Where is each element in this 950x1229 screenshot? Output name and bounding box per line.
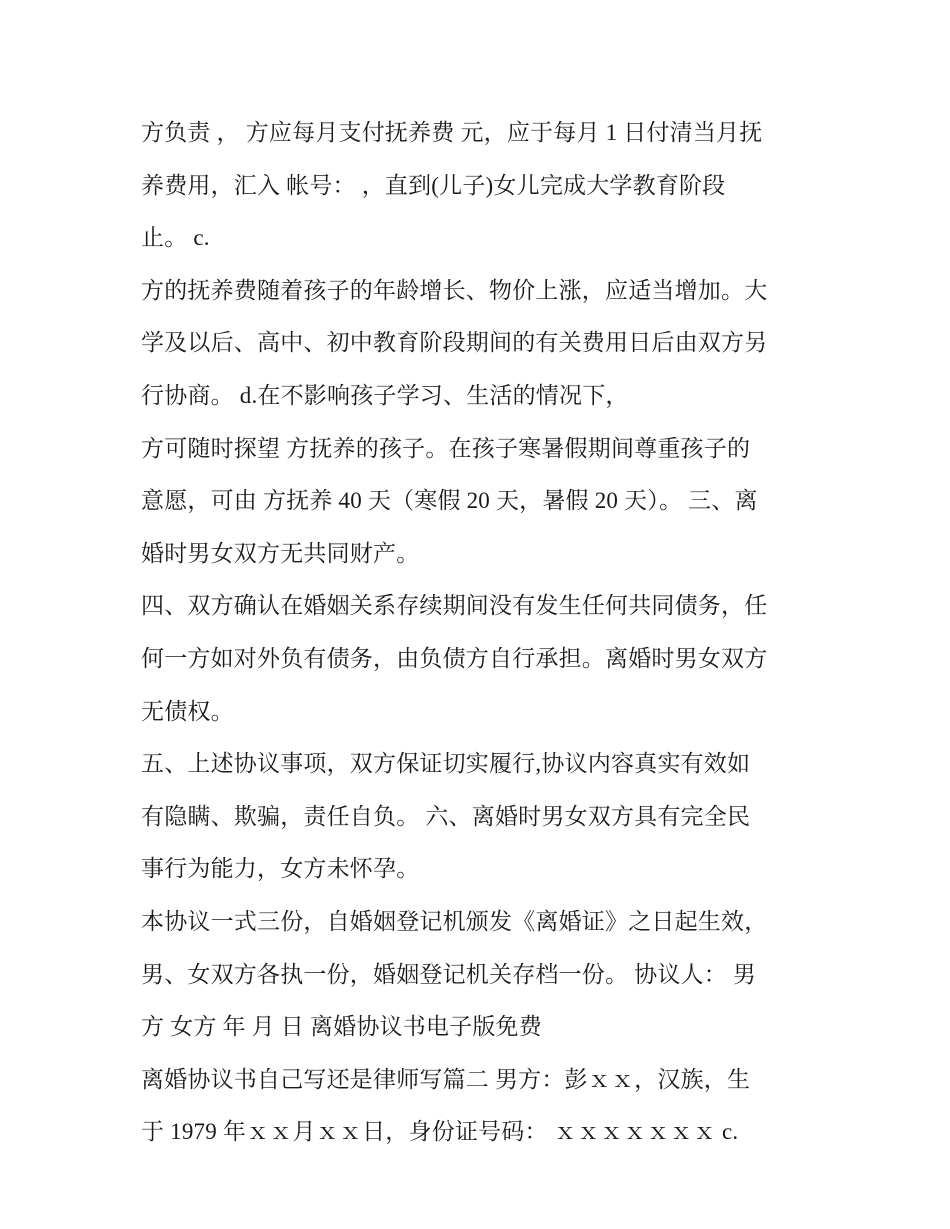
document-body — [141, 107, 821, 1159]
text-line: 方 女方 年 月 日 离婚协议书电子版免费 — [141, 1014, 542, 1040]
text-line: 方负责 ， 方应每月支付抚养费 元，应于每月 1 日付清当月抚 — [141, 120, 763, 145]
text-line: 本协议一式三份，自婚姻登记机颁发《离婚证》之日起生效， — [141, 908, 768, 934]
text-line: 止。 c. — [141, 225, 210, 251]
text-line: 五、上述协议事项，双方保证切实履行,协议内容真实有效如 — [141, 751, 751, 777]
text-line: 方可随时探望 方抚养的孩子。在孩子寒暑假期间尊重孩子的 — [141, 435, 751, 461]
text-line: 行协商。 d.在不影响孩子学习、生活的情况下， — [141, 382, 629, 408]
text-line: 无债权。 — [141, 698, 234, 724]
text-line: 方的抚养费随着孩子的年龄增长、物价上涨，应适当增加。大 — [141, 277, 768, 303]
text-line: 事行为能力，女方未怀孕。 — [141, 856, 420, 882]
text-line: 四、双方确认在婚姻关系存续期间没有发生任何共同债务，任 — [141, 593, 768, 619]
text-line: 意愿，可由 方抚养 40 天（寒假 20 天，暑假 20 天）。 三、离 — [141, 488, 758, 514]
text-line: 男、女双方各执一份，婚姻登记机关存档一份。 协议人： 男 — [141, 961, 757, 987]
text-line: 离婚协议书自己写还是律师写篇二 男方：彭ｘｘ，汉族，生 — [141, 1066, 751, 1092]
text-line: 婚时男女双方无共同财产。 — [141, 540, 420, 566]
text-line: 于 1979 年ｘｘ月ｘｘ日，身份证号码： ｘｘｘｘｘｘｘ c. — [141, 1119, 739, 1145]
text-line: 有隐瞒、欺骗，责任自负。 六、离婚时男女双方具有完全民 — [141, 803, 751, 829]
text-line: 养费用，汇入 帐号： ，直到(儿子)女儿完成大学教育阶段 — [141, 172, 726, 198]
text-line: 学及以后、高中、初中教育阶段期间的有关费用日后由双方另 — [141, 330, 768, 356]
text-line: 何一方如对外负有债务，由负债方自行承担。离婚时男女双方 — [141, 645, 768, 671]
